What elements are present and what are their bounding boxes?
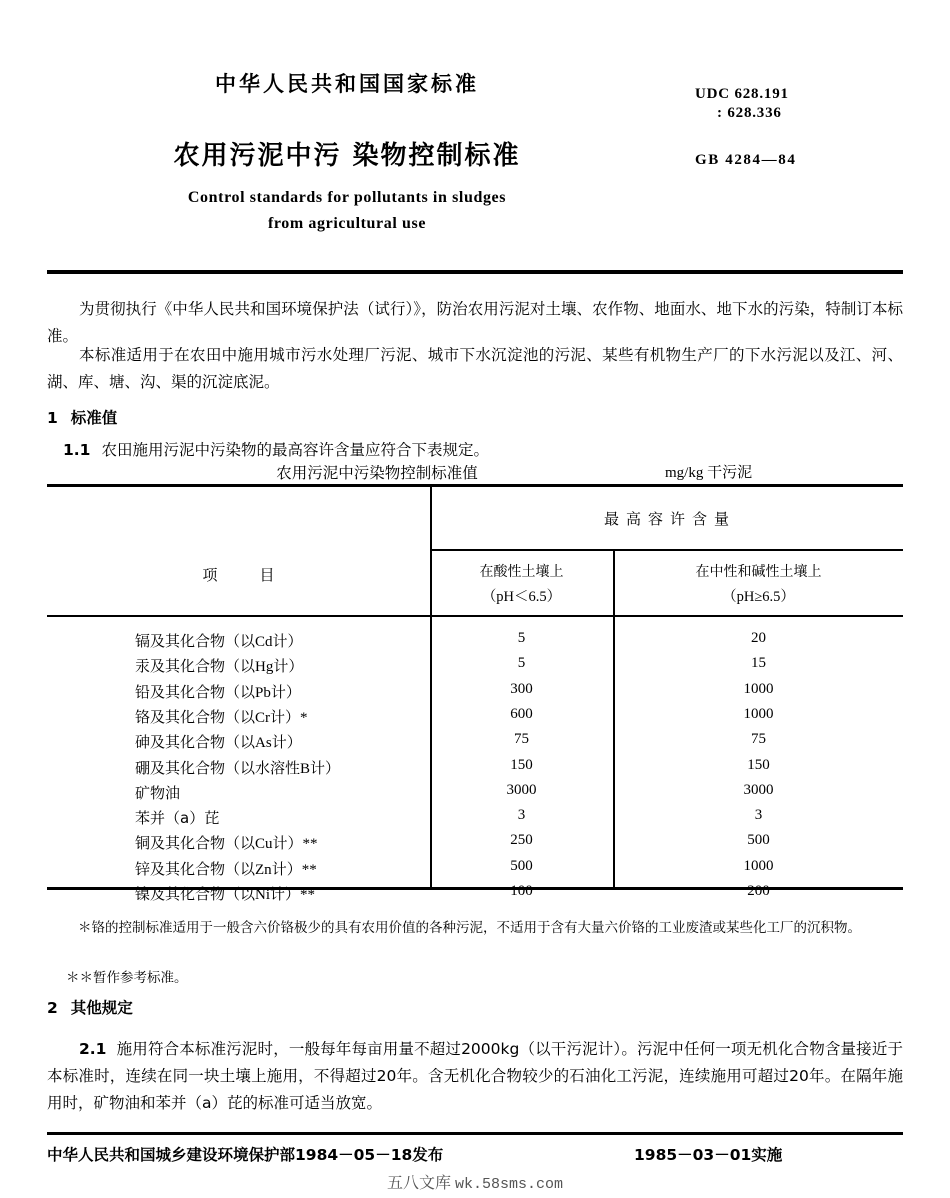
row-label-element: Cu: [255, 836, 273, 853]
table-subheader-separator: [430, 549, 903, 551]
table-row-label: [47, 858, 430, 879]
row-label-suffix: 计）: [271, 859, 302, 878]
clause-2-1: [47, 1036, 903, 1117]
footer-divider-rule: [47, 1132, 903, 1135]
section-1-number: 1: [47, 409, 58, 427]
row-label-text: 镍及其化合物（以: [135, 885, 256, 903]
table-header-acidic-soil-ph: （pH＜6.5）: [481, 589, 562, 605]
table-header-item: [47, 564, 430, 585]
row-label-text: 镉及其化合物（以: [135, 632, 256, 650]
table-cell-neutral-value: 150: [747, 756, 770, 773]
table-header-separator: [47, 615, 903, 617]
row-label-suffix: 计）: [272, 834, 303, 853]
table-row-label: [47, 757, 430, 778]
table-cell-neutral-value: 20: [751, 630, 766, 646]
table-row-label: [47, 630, 430, 651]
table-cell-acidic-value: 150: [510, 756, 533, 773]
row-footnote-marker: **: [302, 836, 318, 853]
row-label-element: Zn: [255, 861, 272, 878]
row-label-element: Pb: [255, 684, 271, 701]
table-row-label: [47, 807, 430, 828]
table-cell-acidic-value: 100: [510, 883, 533, 899]
section-2-heading: [47, 996, 133, 1018]
table-cell-neutral-value: 75: [751, 731, 766, 748]
table-header-neutral-alkaline-soil: [614, 560, 903, 610]
table-cell-acidic-value: 600: [510, 705, 533, 722]
standard-title-english-line2: from agricultural use: [267, 215, 427, 232]
table-cell-neutral-value: 500: [747, 832, 770, 849]
section-1-heading: [47, 406, 117, 428]
row-label-element: Cd: [255, 634, 273, 650]
issuing-organization: 中华人民共和国国家标准: [215, 72, 479, 96]
table-row-label: [47, 832, 430, 853]
table-header-acidic-soil: [430, 560, 613, 610]
udc-line-2: : 628.336: [717, 105, 782, 121]
clause-1-1-number: 1.1: [63, 441, 91, 459]
row-footnote-marker: **: [301, 861, 317, 878]
standard-title-english: [47, 185, 647, 237]
row-label-element: Cr: [255, 709, 271, 726]
table-header-item-char1: 项: [202, 566, 218, 584]
section-1-title: 标准值: [70, 409, 118, 427]
header-divider-rule: [47, 270, 903, 274]
table-cell-acidic-value: 300: [510, 680, 533, 697]
table-header-neutral-alkaline-soil-ph: （pH≥6.5）: [722, 589, 795, 605]
row-footnote-marker: *: [300, 709, 308, 726]
row-label-suffix: 计）: [270, 682, 301, 701]
row-label-text: 硼及其化合物（以水溶性: [135, 758, 301, 777]
row-label-element: Hg: [255, 659, 274, 676]
watermark: [0, 1170, 950, 1193]
row-label-element: B: [300, 760, 311, 777]
row-label-element: As: [255, 735, 272, 752]
clause-1-1: [63, 438, 903, 460]
table-cell-acidic-value: 3: [517, 807, 526, 824]
section-2-title: 其他规定: [70, 999, 133, 1017]
row-label-suffix: 计）: [271, 733, 302, 752]
scope-paragraph: 本标准适用于在农田中施用城市污水处理厂污泥、城市下水沉淀池的污泥、某些有机物生产厂的下水污泥以及江、河、湖、库、塘、沟、渠的沉淀底泥。: [47, 346, 903, 391]
table-header-max-allowable: 最高容许含量: [603, 510, 736, 528]
table-row-label: [47, 731, 430, 752]
row-label-text: 铬及其化合物（以: [135, 707, 256, 726]
row-label-text: 铅及其化合物（以: [135, 682, 256, 701]
table-cell-acidic-value: 5: [517, 655, 526, 672]
row-label-suffix: 计）: [273, 657, 304, 676]
udc-classification: [695, 85, 789, 123]
table-cell-neutral-value: 1000: [743, 857, 774, 874]
standard-number: GB 4284—84: [695, 152, 797, 168]
table-footnote-1: ＊铬的控制标准适用于一般含六价铬极少的具有农用价值的各种污泥，不适用于含有大量六价铬的工业废渣或某些化工厂的沉积物。: [78, 920, 861, 936]
standard-title-chinese: 农用污泥中污 染物控制标准: [173, 141, 521, 171]
intro-paragraph: 为贯彻执行《中华人民共和国环境保护法（试行）》，防治农用污泥对土壤、农作物、地面水、地下水的污染，特制订本标准。: [47, 300, 903, 345]
clause-2-1-number: 2.1: [79, 1040, 107, 1058]
row-label-text: 苯并（a）芘: [135, 809, 220, 828]
table-cell-neutral-value: 1000: [743, 680, 774, 697]
row-label-text: 铜及其化合物（以: [135, 834, 256, 853]
row-label-suffix: 计）: [270, 707, 301, 726]
row-label-suffix: 计）: [270, 885, 301, 903]
table-header-item-char2: 目: [259, 566, 275, 584]
row-label-text: 汞及其化合物（以: [135, 657, 256, 676]
clause-2-1-text: 施用符合本标准污泥时，一般每年每亩用量不超过2000kg（以干污泥计）。污泥中任何一项无机化合物含量接近于本标准时，连续在同一块土壤上施用，不得超过20年。含无机化合物较少的石油化工污泥，连续施用可超过20年。在隔年施用时，矿物油和苯并（a）芘的标准可适当放宽。: [47, 1040, 903, 1112]
footer-effective-date: 1985－03－01实施: [634, 1146, 783, 1164]
standard-title-english-line1: Control standards for pollutants in sludges: [187, 189, 507, 206]
table-cell-neutral-value: 3000: [743, 781, 774, 798]
table-row-label: [47, 681, 430, 702]
watermark-label: 五八文库: [386, 1175, 451, 1192]
table-row-label: [47, 655, 430, 676]
table-cell-neutral-value: 3: [754, 807, 763, 824]
table-row-label: [47, 706, 430, 727]
table-unit-label: mg/kg 干污泥: [665, 465, 753, 481]
row-label-text: 砷及其化合物（以: [135, 733, 256, 752]
table-row-label: [47, 782, 430, 803]
udc-line-1: UDC 628.191: [695, 86, 789, 102]
section-2-number: 2: [47, 999, 58, 1017]
table-footnote-2: ＊＊暂作参考标准。: [66, 970, 188, 986]
table-border-top: [47, 484, 903, 487]
row-label-text: 锌及其化合物（以: [135, 859, 256, 878]
row-label-suffix: 计）: [310, 758, 341, 777]
row-label-text: 矿物油: [135, 783, 181, 802]
table-cell-neutral-value: 200: [747, 883, 770, 899]
footer-issuer: 中华人民共和国城乡建设环境保护部1984－05－18发布: [47, 1146, 444, 1164]
table-cell-acidic-value: 500: [510, 857, 533, 874]
table-cell-acidic-value: 3000: [506, 781, 537, 798]
table-cell-acidic-value: 75: [514, 731, 529, 748]
row-label-element: Ni: [255, 887, 271, 903]
table-cell-neutral-value: 15: [751, 655, 766, 672]
row-label-suffix: 计）: [272, 632, 303, 650]
table-row-label: [47, 883, 430, 904]
pollutant-standards-table: [47, 484, 903, 903]
clause-1-1-text: 农田施用污泥中污染物的最高容许含量应符合下表规定。: [101, 441, 489, 459]
row-footnote-marker: **: [300, 887, 316, 903]
table-cell-neutral-value: 1000: [743, 705, 774, 722]
table-cell-acidic-value: 5: [517, 630, 526, 646]
table-cell-acidic-value: 250: [510, 832, 533, 849]
table-caption: [47, 461, 903, 483]
table-caption-title: 农用污泥中污染物控制标准值: [276, 464, 478, 482]
table-header-acidic-soil-line1: 在酸性土壤上: [479, 564, 564, 580]
watermark-url: wk.58sms.com: [454, 1176, 564, 1193]
masthead: [47, 60, 903, 250]
table-header-neutral-alkaline-soil-line1: 在中性和碱性土壤上: [695, 564, 822, 580]
